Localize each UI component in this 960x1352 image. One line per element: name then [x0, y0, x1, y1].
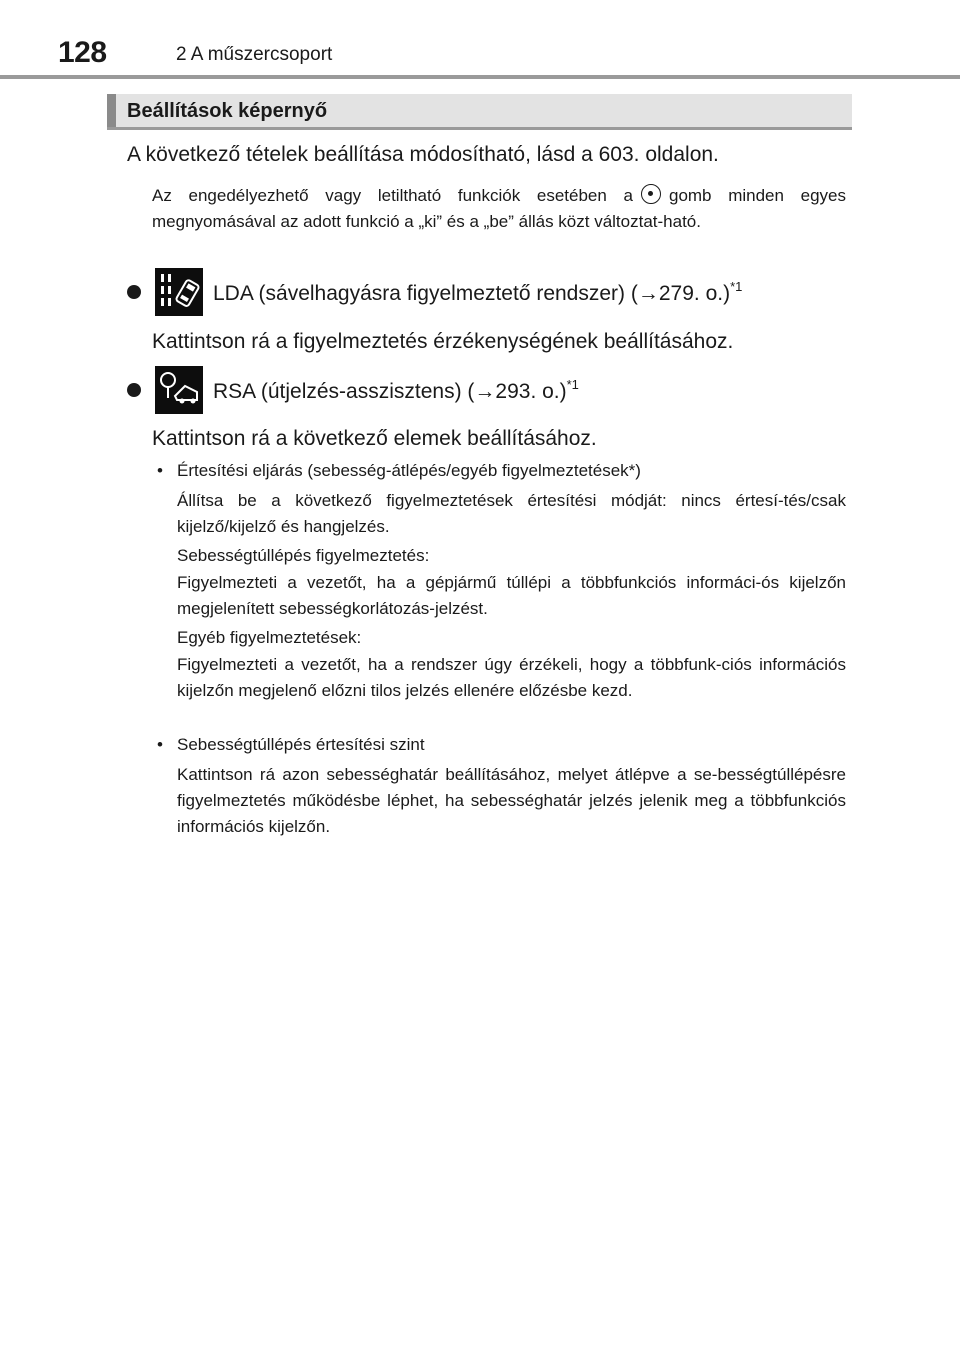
- note-text-after: gomb minden egyes megnyomásával az adott funkció a „ki” és a „be” állás közt változtat-ható.: [152, 186, 846, 231]
- paragraph: Kattintson rá azon sebességhatár beállításához, melyet átlépve a se-bességtúllépésre figyelmeztetés működésbe léphet, ha sebességhatár jelzés jelenik meg a többfunkciós információs kijelzőn.: [177, 765, 846, 836]
- section-title: Beállítások képernyő: [127, 100, 328, 122]
- paragraph: Figyelmezteti a vezetőt, ha a gépjármű túllépi a többfunkciós informáci-ós kijelzőn megjelenített sebességkorlátozás-jelzést.: [177, 573, 846, 618]
- sub-bullet: •: [157, 735, 163, 754]
- sub-item-title: Sebességtúllépés értesítési szint: [177, 735, 425, 754]
- lda-footnote: *1: [730, 278, 743, 294]
- sub-item-notification-method: [157, 461, 641, 481]
- page-header: [0, 0, 960, 80]
- page-number: 128: [58, 36, 107, 69]
- lead-sentence: A következő tételek beállítása módosítható, lásd a 603. oldalon.: [127, 143, 719, 166]
- sub-item-title: Értesítési eljárás (sebesség-átlépés/egyéb figyelmeztetések*): [177, 461, 641, 480]
- list-item-rsa: [127, 366, 579, 414]
- paragraph: Állítsa be a következő figyelmeztetések értesítési módját: nincs értesí-tés/csak kijelző/kijelző és hangjelzés.: [177, 491, 846, 536]
- chapter-title: 2 A műszercsoport: [176, 44, 333, 65]
- paragraph: Egyéb figyelmeztetések:: [177, 628, 362, 647]
- rsa-description: Kattintson rá a következő elemek beállításához.: [152, 427, 597, 450]
- bullet-icon: [127, 285, 141, 299]
- sub-item-speed-notification-level: [157, 735, 425, 755]
- section-heading: [107, 94, 852, 130]
- rsa-label: [213, 377, 579, 404]
- lane-departure-icon: [155, 268, 203, 316]
- section-accent: [107, 94, 116, 127]
- paragraph: Figyelmezteti a vezetőt, ha a rendszer úgy érzékeli, hogy a többfunk-ciós információs kijelzőn megjelenő előzni tilos jelzés ellenére előzésbe kezd.: [177, 655, 846, 700]
- sub-bullet: •: [157, 461, 163, 480]
- select-button-icon: [641, 184, 661, 204]
- rsa-label-text: RSA (útjelzés-asszisztens) (: [213, 379, 475, 403]
- list-item-lda: [127, 268, 742, 316]
- lda-label-text: LDA (sávelhagyásra figyelmeztető rendszer) (: [213, 281, 638, 305]
- bullet-icon: [127, 383, 141, 397]
- toggle-note: [152, 183, 846, 235]
- lda-label: [213, 279, 742, 306]
- header-rule: [0, 75, 960, 79]
- lda-page-ref: →279. o.): [637, 281, 731, 305]
- paragraph: Sebességtúllépés figyelmeztetés:: [177, 546, 430, 565]
- note-text-before: Az engedélyezhető vagy letiltható funkciók esetében a: [152, 186, 633, 205]
- rsa-footnote: *1: [566, 376, 579, 392]
- road-sign-assist-icon: [155, 366, 203, 414]
- lda-description: Kattintson rá a figyelmeztetés érzékenységének beállításához.: [152, 330, 734, 353]
- rsa-page-ref: →293. o.): [474, 379, 567, 403]
